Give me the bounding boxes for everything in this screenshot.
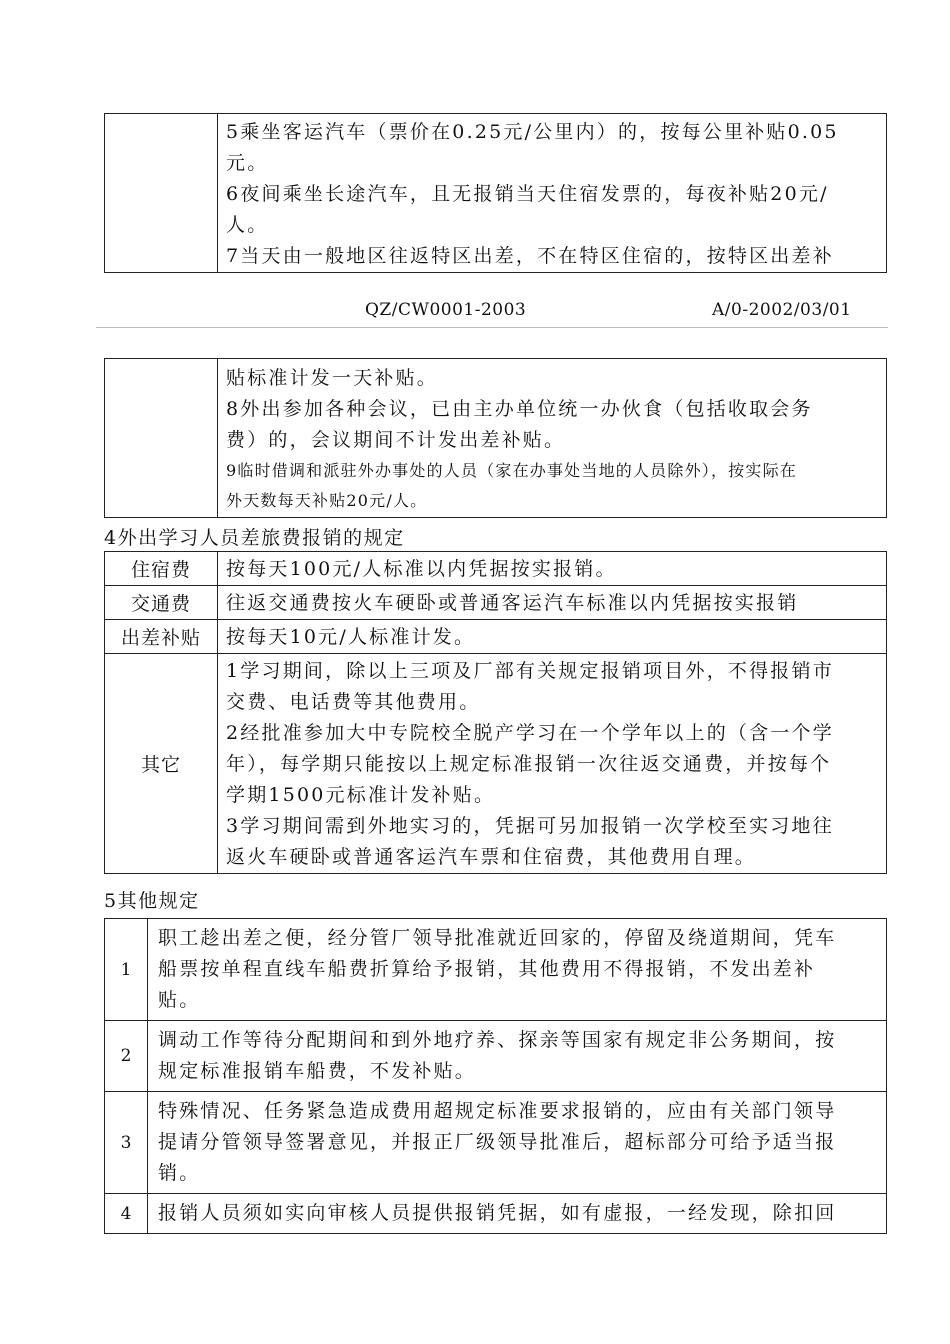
document-number: QZ/CW0001-2003 — [365, 300, 527, 320]
text-line: 人。 — [226, 213, 269, 236]
text-line: 返火车硬卧或普通客运汽车票和住宿费，其他费用自理。 — [226, 846, 757, 868]
text-line: 职工趁出差之便，经分管厂领导批准就近回家的，停留及绕道期间，凭车 — [158, 927, 837, 949]
text-line: 交费、电话费等其他费用。 — [226, 691, 481, 713]
text-line: 按每天10元/人标准计发。 — [226, 626, 476, 648]
text-line: 规定标准报销车船费，不发补贴。 — [158, 1060, 477, 1082]
document-version: A/0-2002/03/01 — [712, 300, 852, 320]
content-cell — [218, 114, 887, 273]
table-row — [105, 552, 887, 586]
row-number: 2 — [105, 1021, 148, 1092]
text-line: 调动工作等待分配期间和到外地疗养、探亲等国家有规定非公务期间，按 — [158, 1029, 837, 1051]
row-content — [218, 552, 887, 586]
text-line: 贴。 — [158, 989, 201, 1011]
continued-table-top — [104, 113, 887, 273]
table-row — [105, 1021, 887, 1092]
row-number: 3 — [105, 1092, 148, 1194]
text-line: 提请分管领导签署意见，并报正厂级领导批准后，超标部分可给予适当报 — [158, 1131, 837, 1153]
other-rules-table — [104, 918, 887, 1234]
row-content — [218, 586, 887, 620]
table-row — [105, 919, 887, 1021]
row-label: 交通费 — [105, 586, 218, 620]
content-cell — [218, 359, 887, 518]
text-line: 6夜间乘坐长途汽车，且无报销当天住宿发票的，每夜补贴20元/ — [226, 182, 829, 205]
text-line: 年），每学期只能按以上规定标准报销一次往返交通费，并按每个 — [226, 753, 832, 775]
row-label: 住宿费 — [105, 552, 218, 586]
empty-label-cell — [105, 359, 218, 518]
text-line: 元。 — [226, 151, 269, 174]
row-number: 4 — [105, 1194, 148, 1234]
table-row — [105, 654, 887, 874]
text-line: 往返交通费按火车硬卧或普通客运汽车标准以内凭据按实报销 — [226, 592, 799, 614]
continued-table — [104, 358, 887, 518]
text-line: 5乘坐客运汽车（票价在0.25元/公里内）的，按每公里补贴0.05 — [226, 120, 839, 143]
text-line: 2经批准参加大中专院校全脱产学习在一个学年以上的（含一个学 — [226, 722, 834, 744]
text-line: 贴标准计发一天补贴。 — [226, 366, 439, 389]
row-number: 1 — [105, 919, 148, 1021]
study-expense-table — [104, 551, 887, 874]
row-content — [148, 1021, 887, 1092]
text-line: 外天数每天补贴20元/人。 — [226, 490, 428, 510]
text-line: 费）的，会议期间不计发出差补贴。 — [226, 428, 566, 451]
row-content — [148, 919, 887, 1021]
row-content — [148, 1092, 887, 1194]
row-content — [218, 620, 887, 654]
text-line: 销。 — [158, 1162, 201, 1184]
text-line: 学期1500元标准计发补贴。 — [226, 784, 496, 806]
empty-label-cell — [105, 114, 218, 273]
header-divider — [96, 327, 888, 328]
text-line: 3学习期间需到外地实习的，凭据可另加报销一次学校至实习地往 — [226, 815, 834, 837]
text-line: 9临时借调和派驻外办事处的人员（家在办事处当地的人员除外），按实际在 — [226, 460, 797, 480]
text-line: 特殊情况、任务紧急造成费用超规定标准要求报销的，应由有关部门领导 — [158, 1100, 837, 1122]
section-5-title: 5其他规定 — [104, 890, 200, 912]
text-line: 船票按单程直线车船费折算给予报销，其他费用不得报销，不发出差补 — [158, 958, 816, 980]
text-line: 报销人员须如实向审核人员提供报销凭据，如有虚报，一经发现，除扣回 — [158, 1202, 837, 1224]
text-line: 按每天100元/人标准以内凭据按实报销。 — [226, 558, 617, 580]
text-line: 8外出参加各种会议，已由主办单位统一办伙食（包括收取会务 — [226, 397, 813, 420]
table-row — [105, 1194, 887, 1234]
text-line: 7当天由一般地区往返特区出差，不在特区住宿的，按特区出差补 — [226, 244, 834, 267]
row-content — [148, 1194, 887, 1234]
table-row — [105, 620, 887, 654]
row-label: 出差补贴 — [105, 620, 218, 654]
table-row — [105, 586, 887, 620]
table-row — [105, 1092, 887, 1194]
row-content — [218, 654, 887, 874]
text-line: 1学习期间，除以上三项及厂部有关规定报销项目外，不得报销市 — [226, 660, 834, 682]
row-label: 其它 — [105, 654, 218, 874]
section-4-title: 4外出学习人员差旅费报销的规定 — [104, 527, 405, 549]
